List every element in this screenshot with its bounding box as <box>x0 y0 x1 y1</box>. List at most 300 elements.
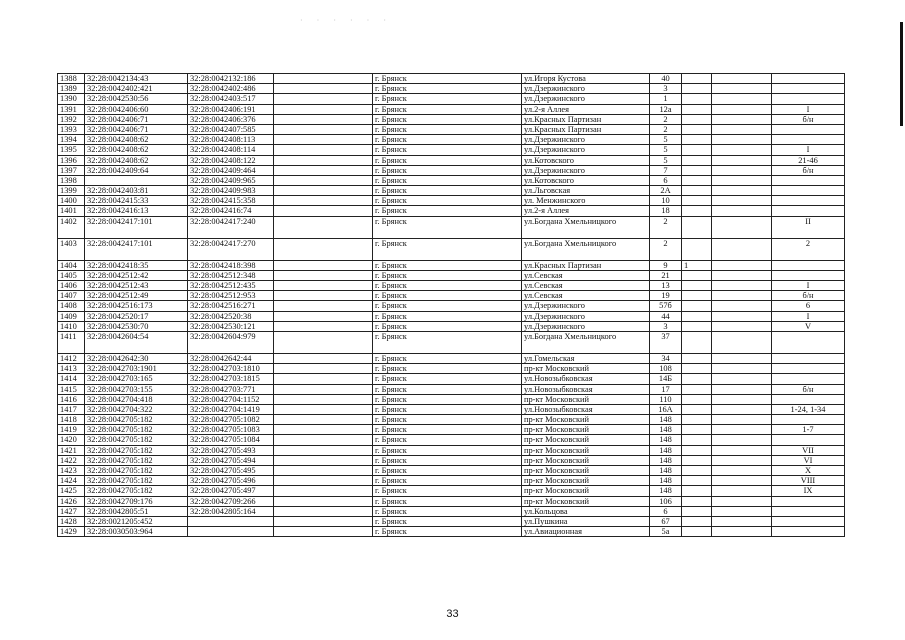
cell-house: 148 <box>650 415 682 425</box>
cell-empty <box>712 155 772 165</box>
cell-empty <box>712 260 772 270</box>
cell-mark <box>682 301 712 311</box>
cell-cadastral-parcel: 32:28:0042805:51 <box>85 506 188 516</box>
cell-cadastral-object: 32:28:0042417:270 <box>188 238 274 260</box>
cell-row-number: 1422 <box>58 455 85 465</box>
cell-street: ул.Дзержинского <box>522 301 650 311</box>
cell-empty <box>712 476 772 486</box>
cell-cadastral-object: 32:28:0042703:1810 <box>188 364 274 374</box>
cell-cadastral-object: 32:28:0042409:983 <box>188 186 274 196</box>
cell-row-number: 1412 <box>58 353 85 363</box>
cell-street: ул.Дзержинского <box>522 311 650 321</box>
cell-empty <box>712 331 772 353</box>
cell-empty <box>712 281 772 291</box>
cell-street: пр-кт Московский <box>522 364 650 374</box>
table-row <box>58 74 845 84</box>
cell-cadastral-object: 32:28:0042416:74 <box>188 206 274 216</box>
cell-cadastral-object: 32:28:0042703:1815 <box>188 374 274 384</box>
cell-house: 12а <box>650 104 682 114</box>
cell-empty <box>712 175 772 185</box>
cell-city: г. Брянск <box>373 196 522 206</box>
cell-mark <box>682 466 712 476</box>
cell-cadastral-object: 32:28:0042642:44 <box>188 353 274 363</box>
cell-city: г. Брянск <box>373 124 522 134</box>
cell-mark <box>682 216 712 238</box>
cell-mark <box>682 291 712 301</box>
cell-empty <box>274 364 373 374</box>
cell-house: 2 <box>650 238 682 260</box>
cell-empty <box>712 216 772 238</box>
cell-cadastral-parcel: 32:28:0042134:43 <box>85 74 188 84</box>
cell-premises <box>772 364 845 374</box>
cell-empty <box>274 486 373 496</box>
cell-mark <box>682 206 712 216</box>
cell-city: г. Брянск <box>373 301 522 311</box>
cell-city: г. Брянск <box>373 155 522 165</box>
table-row <box>58 496 845 506</box>
cell-empty <box>712 311 772 321</box>
cell-city: г. Брянск <box>373 84 522 94</box>
cell-mark <box>682 527 712 537</box>
cell-house: 57б <box>650 301 682 311</box>
cell-street: ул.Богдана Хмельницкого <box>522 216 650 238</box>
cell-empty <box>712 353 772 363</box>
cell-empty <box>712 186 772 196</box>
cell-house: 67 <box>650 516 682 526</box>
cell-cadastral-parcel: 32:28:0042705:182 <box>85 486 188 496</box>
cell-house: 9 <box>650 260 682 270</box>
cell-street: ул.Льговская <box>522 186 650 196</box>
cell-cadastral-parcel: 32:28:0042415:33 <box>85 196 188 206</box>
cell-city: г. Брянск <box>373 291 522 301</box>
table-row <box>58 281 845 291</box>
cell-empty <box>712 404 772 414</box>
cell-cadastral-parcel: 32:28:0042408:62 <box>85 135 188 145</box>
cell-mark <box>682 496 712 506</box>
cell-empty <box>274 506 373 516</box>
table-row <box>58 260 845 270</box>
cell-city: г. Брянск <box>373 206 522 216</box>
cell-mark <box>682 404 712 414</box>
page-number: 33 <box>446 608 459 620</box>
cell-row-number: 1406 <box>58 281 85 291</box>
cell-house: 2А <box>650 186 682 196</box>
cell-cadastral-parcel: 32:28:0021205:452 <box>85 516 188 526</box>
cell-cadastral-object: 32:28:0042705:495 <box>188 466 274 476</box>
cell-empty <box>712 165 772 175</box>
cell-cadastral-parcel: 32:28:0042704:418 <box>85 394 188 404</box>
cell-mark <box>682 114 712 124</box>
table-row <box>58 216 845 238</box>
cell-row-number: 1395 <box>58 145 85 155</box>
cell-city: г. Брянск <box>373 175 522 185</box>
cell-premises: I <box>772 311 845 321</box>
cell-row-number: 1414 <box>58 374 85 384</box>
cell-premises: VI <box>772 455 845 465</box>
cell-empty <box>274 331 373 353</box>
cell-mark <box>682 506 712 516</box>
cell-premises: 1-7 <box>772 425 845 435</box>
cell-premises: I <box>772 145 845 155</box>
table-row <box>58 270 845 280</box>
cell-cadastral-object: 32:28:0042417:240 <box>188 216 274 238</box>
cell-empty <box>712 124 772 134</box>
table-row <box>58 415 845 425</box>
cell-empty <box>274 353 373 363</box>
cell-empty <box>274 124 373 134</box>
cell-cadastral-parcel: 32:28:0042704:322 <box>85 404 188 414</box>
cell-cadastral-object: 32:28:0042409:464 <box>188 165 274 175</box>
cell-city: г. Брянск <box>373 364 522 374</box>
cell-empty <box>712 496 772 506</box>
cell-premises: VII <box>772 445 845 455</box>
cell-empty <box>712 516 772 526</box>
table-body <box>58 74 845 537</box>
cell-cadastral-object: 32:28:0042415:358 <box>188 196 274 206</box>
cell-cadastral-parcel: 32:28:0042604:54 <box>85 331 188 353</box>
cell-row-number: 1409 <box>58 311 85 321</box>
cell-empty <box>712 527 772 537</box>
cell-city: г. Брянск <box>373 353 522 363</box>
cell-row-number: 1392 <box>58 114 85 124</box>
cell-premises <box>772 260 845 270</box>
table-row <box>58 455 845 465</box>
table-row <box>58 238 845 260</box>
cell-cadastral-parcel: 32:28:0042642:30 <box>85 353 188 363</box>
cell-street: ул.Красных Партизан <box>522 114 650 124</box>
cell-premises <box>772 516 845 526</box>
table-row <box>58 84 845 94</box>
cell-mark <box>682 394 712 404</box>
cell-empty <box>274 394 373 404</box>
cell-cadastral-parcel: 32:28:0042530:56 <box>85 94 188 104</box>
cell-cadastral-parcel: 32:28:0042520:17 <box>85 311 188 321</box>
cell-empty <box>712 415 772 425</box>
cell-street: ул.Дзержинского <box>522 135 650 145</box>
table-row <box>58 445 845 455</box>
cell-empty <box>274 374 373 384</box>
cell-cadastral-object: 32:28:0042520:38 <box>188 311 274 321</box>
cell-cadastral-object: 32:28:0042530:121 <box>188 321 274 331</box>
cell-street: ул.Богдана Хмельницкого <box>522 238 650 260</box>
cell-empty <box>274 281 373 291</box>
cell-house: 108 <box>650 364 682 374</box>
cell-mark <box>682 135 712 145</box>
cell-house: 2 <box>650 124 682 134</box>
cell-row-number: 1402 <box>58 216 85 238</box>
cell-cadastral-parcel: 32:28:0042705:182 <box>85 476 188 486</box>
cell-premises: 2 <box>772 238 845 260</box>
cell-city: г. Брянск <box>373 114 522 124</box>
cell-premises: 6 <box>772 301 845 311</box>
cell-cadastral-object <box>188 516 274 526</box>
cell-street: пр-кт Московский <box>522 394 650 404</box>
cell-empty <box>274 415 373 425</box>
cell-cadastral-object: 32:28:0042805:164 <box>188 506 274 516</box>
cell-empty <box>274 186 373 196</box>
cell-premises <box>772 206 845 216</box>
table-row <box>58 145 845 155</box>
cell-mark <box>682 445 712 455</box>
cell-row-number: 1397 <box>58 165 85 175</box>
cell-cadastral-parcel <box>85 175 188 185</box>
cell-mark <box>682 186 712 196</box>
cell-empty <box>712 270 772 280</box>
table-row <box>58 364 845 374</box>
cell-cadastral-parcel: 32:28:0042705:182 <box>85 415 188 425</box>
cell-cadastral-object: 32:28:0042512:348 <box>188 270 274 280</box>
table-row <box>58 425 845 435</box>
cell-empty <box>274 435 373 445</box>
cell-street: ул.Котовского <box>522 175 650 185</box>
cell-city: г. Брянск <box>373 476 522 486</box>
table-row <box>58 196 845 206</box>
cell-row-number: 1427 <box>58 506 85 516</box>
table-row <box>58 476 845 486</box>
cell-cadastral-parcel: 32:28:0042705:182 <box>85 425 188 435</box>
table-row <box>58 394 845 404</box>
cell-cadastral-object: 32:28:0042132:186 <box>188 74 274 84</box>
cell-premises <box>772 186 845 196</box>
cell-city: г. Брянск <box>373 74 522 84</box>
cell-mark <box>682 435 712 445</box>
cell-street: ул.Красных Партизан <box>522 124 650 134</box>
cell-house: 3 <box>650 321 682 331</box>
cell-city: г. Брянск <box>373 260 522 270</box>
cell-empty <box>274 165 373 175</box>
table-row <box>58 486 845 496</box>
cell-mark <box>682 270 712 280</box>
cell-house: 34 <box>650 353 682 363</box>
cell-cadastral-parcel: 32:28:0042705:182 <box>85 466 188 476</box>
cell-cadastral-object: 32:28:0042407:585 <box>188 124 274 134</box>
cell-cadastral-parcel: 32:28:0042516:173 <box>85 301 188 311</box>
cell-city: г. Брянск <box>373 331 522 353</box>
cell-city: г. Брянск <box>373 394 522 404</box>
cell-cadastral-parcel: 32:28:0042406:60 <box>85 104 188 114</box>
cell-cadastral-object: 32:28:0042705:1083 <box>188 425 274 435</box>
cell-cadastral-parcel: 32:28:0042512:42 <box>85 270 188 280</box>
cell-cadastral-object: 32:28:0042703:771 <box>188 384 274 394</box>
cell-street: пр-кт Московский <box>522 455 650 465</box>
cell-cadastral-object: 32:28:0042709:266 <box>188 496 274 506</box>
cell-cadastral-object: 32:28:0042408:113 <box>188 135 274 145</box>
cell-street: ул.Котовского <box>522 155 650 165</box>
cell-city: г. Брянск <box>373 415 522 425</box>
cell-row-number: 1391 <box>58 104 85 114</box>
cell-empty <box>712 104 772 114</box>
cell-street: ул.Игоря Кустова <box>522 74 650 84</box>
table-row <box>58 301 845 311</box>
cell-house: 37 <box>650 331 682 353</box>
cell-house: 148 <box>650 445 682 455</box>
cell-premises <box>772 175 845 185</box>
cell-house: 5 <box>650 145 682 155</box>
cell-cadastral-object: 32:28:0042705:1084 <box>188 435 274 445</box>
cell-premises <box>772 496 845 506</box>
table-row <box>58 311 845 321</box>
cell-city: г. Брянск <box>373 270 522 280</box>
cell-mark: 1 <box>682 260 712 270</box>
cell-row-number: 1389 <box>58 84 85 94</box>
cell-city: г. Брянск <box>373 104 522 114</box>
cell-cadastral-object: 32:28:0042512:953 <box>188 291 274 301</box>
cell-house: 110 <box>650 394 682 404</box>
cell-mark <box>682 353 712 363</box>
cell-premises <box>772 270 845 280</box>
cell-house: 7 <box>650 165 682 175</box>
cell-cadastral-object: 32:28:0042418:398 <box>188 260 274 270</box>
cell-house: 2 <box>650 114 682 124</box>
cell-cadastral-parcel: 32:28:0042512:43 <box>85 281 188 291</box>
cell-premises: II <box>772 216 845 238</box>
cell-cadastral-object: 32:28:0042408:114 <box>188 145 274 155</box>
cell-mark <box>682 155 712 165</box>
cell-street: ул.Новозыбковская <box>522 374 650 384</box>
cell-empty <box>274 84 373 94</box>
cell-cadastral-parcel: 32:28:0042402:421 <box>85 84 188 94</box>
cell-empty <box>274 527 373 537</box>
cell-mark <box>682 175 712 185</box>
cell-cadastral-object: 32:28:0042512:435 <box>188 281 274 291</box>
cell-row-number: 1394 <box>58 135 85 145</box>
cell-empty <box>274 238 373 260</box>
cell-premises: IX <box>772 486 845 496</box>
cell-premises: 21-46 <box>772 155 845 165</box>
cell-empty <box>712 506 772 516</box>
cell-house: 148 <box>650 486 682 496</box>
cell-city: г. Брянск <box>373 486 522 496</box>
cell-mark <box>682 374 712 384</box>
cell-empty <box>712 445 772 455</box>
table-row <box>58 321 845 331</box>
cell-cadastral-parcel: 32:28:0042409:64 <box>85 165 188 175</box>
cell-premises <box>772 374 845 384</box>
cell-premises: б/н <box>772 114 845 124</box>
cell-cadastral-parcel: 32:28:0042705:182 <box>85 455 188 465</box>
cell-premises: б/н <box>772 165 845 175</box>
cell-house: 106 <box>650 496 682 506</box>
cell-house: 6 <box>650 175 682 185</box>
cell-street: пр-кт Московский <box>522 476 650 486</box>
cell-house: 17 <box>650 384 682 394</box>
cell-premises <box>772 84 845 94</box>
cell-cadastral-parcel: 32:28:0030503:964 <box>85 527 188 537</box>
cell-city: г. Брянск <box>373 281 522 291</box>
cell-empty <box>274 455 373 465</box>
cell-street: пр-кт Московский <box>522 425 650 435</box>
cell-empty <box>274 206 373 216</box>
cell-cadastral-object: 32:28:0042403:517 <box>188 94 274 104</box>
cell-street: пр-кт Московский <box>522 466 650 476</box>
cell-house: 6 <box>650 506 682 516</box>
cell-empty <box>712 466 772 476</box>
cell-empty <box>712 94 772 104</box>
cell-empty <box>274 291 373 301</box>
cell-city: г. Брянск <box>373 374 522 384</box>
cell-house: 5а <box>650 527 682 537</box>
table-row <box>58 206 845 216</box>
cell-city: г. Брянск <box>373 321 522 331</box>
cell-empty <box>274 135 373 145</box>
cell-premises: V <box>772 321 845 331</box>
cell-city: г. Брянск <box>373 311 522 321</box>
cell-row-number: 1420 <box>58 435 85 445</box>
table-row <box>58 404 845 414</box>
cell-street: пр-кт Московский <box>522 486 650 496</box>
cell-street: ул.Авиационная <box>522 527 650 537</box>
cell-city: г. Брянск <box>373 165 522 175</box>
cell-cadastral-parcel: 32:28:0042408:62 <box>85 155 188 165</box>
cell-city: г. Брянск <box>373 425 522 435</box>
cell-cadastral-object: 32:28:0042705:493 <box>188 445 274 455</box>
cell-city: г. Брянск <box>373 145 522 155</box>
cell-empty <box>274 145 373 155</box>
cell-street: ул.2-я Аллея <box>522 104 650 114</box>
cell-city: г. Брянск <box>373 506 522 516</box>
cell-cadastral-parcel: 32:28:0042512:49 <box>85 291 188 301</box>
cell-empty <box>274 496 373 506</box>
cell-street: пр-кт Московский <box>522 435 650 445</box>
cell-cadastral-parcel: 32:28:0042705:182 <box>85 445 188 455</box>
cell-cadastral-object: 32:28:0042406:376 <box>188 114 274 124</box>
cell-row-number: 1404 <box>58 260 85 270</box>
table-row <box>58 331 845 353</box>
cell-empty <box>274 425 373 435</box>
cell-city: г. Брянск <box>373 455 522 465</box>
cell-empty <box>712 206 772 216</box>
table-row <box>58 374 845 384</box>
cell-cadastral-object: 32:28:0042705:1082 <box>188 415 274 425</box>
cell-city: г. Брянск <box>373 384 522 394</box>
cell-empty <box>274 74 373 84</box>
cell-empty <box>274 260 373 270</box>
cell-premises: б/н <box>772 384 845 394</box>
table-row <box>58 516 845 526</box>
table-row <box>58 94 845 104</box>
cell-empty <box>274 311 373 321</box>
cell-house: 16А <box>650 404 682 414</box>
cell-mark <box>682 486 712 496</box>
cell-street: ул.Пушкина <box>522 516 650 526</box>
cell-cadastral-object: 32:28:0042705:496 <box>188 476 274 486</box>
cell-empty <box>274 301 373 311</box>
cell-empty <box>712 435 772 445</box>
cell-city: г. Брянск <box>373 466 522 476</box>
cell-premises: б/н <box>772 291 845 301</box>
cell-cadastral-parcel: 32:28:0042406:71 <box>85 124 188 134</box>
table-row <box>58 114 845 124</box>
cell-cadastral-parcel: 32:28:0042406:71 <box>85 114 188 124</box>
cell-cadastral-parcel: 32:28:0042530:70 <box>85 321 188 331</box>
cell-empty <box>274 384 373 394</box>
cell-premises: VIII <box>772 476 845 486</box>
cell-premises <box>772 124 845 134</box>
cadastral-table <box>57 73 845 537</box>
table-row <box>58 466 845 476</box>
cell-mark <box>682 384 712 394</box>
cell-street: ул.Богдана Хмельницкого <box>522 331 650 353</box>
cell-mark <box>682 238 712 260</box>
cell-city: г. Брянск <box>373 435 522 445</box>
cell-row-number: 1429 <box>58 527 85 537</box>
table-row <box>58 384 845 394</box>
table-row <box>58 165 845 175</box>
cell-empty <box>712 291 772 301</box>
cell-mark <box>682 196 712 206</box>
cell-street: ул.Севская <box>522 270 650 280</box>
cell-row-number: 1393 <box>58 124 85 134</box>
